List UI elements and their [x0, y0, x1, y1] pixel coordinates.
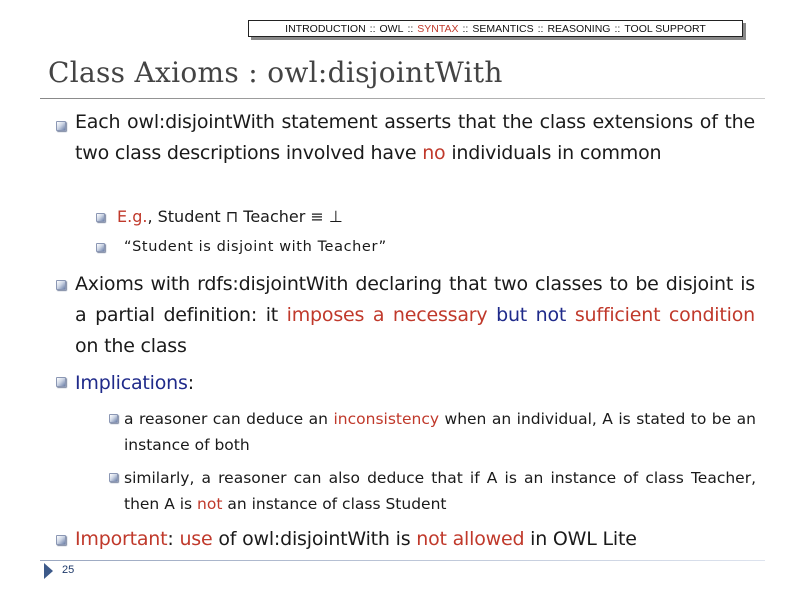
bullet-3-text: Implications:: [75, 372, 194, 394]
bullet-4-text: Important: use of owl:disjointWith is not allowed in OWL Lite: [75, 528, 637, 550]
implication-1-text: a reasoner can deduce an inconsistency when an individual, A is stated to be an instance of both: [124, 410, 756, 454]
implication-2-text: similarly, a reasoner can also deduce that if A is an instance of class Teacher, then A is not an instance of class Student: [124, 469, 756, 513]
bullet-1-text: Each owl:disjointWith statement asserts that the class extensions of the two class descriptions involved have no individuals in common: [75, 111, 755, 164]
footer-divider: [40, 560, 765, 561]
bullet-icon: [56, 535, 66, 545]
nav-item-semantics[interactable]: SEMANTICS: [472, 22, 534, 35]
bullet-2-text: Axioms with rdfs:disjointWith declaring that two classes to be disjoint is a partial definition: it imposes a necessary but not sufficient condition on the class: [75, 273, 755, 357]
slide-title: Class Axioms : owl:disjointWith: [48, 56, 503, 89]
bullet-icon: [96, 243, 105, 252]
next-slide-arrow-icon[interactable]: [44, 563, 53, 579]
nav-separator: ::: [537, 22, 544, 35]
title-divider: [40, 98, 765, 99]
bullet-icon: [56, 280, 66, 290]
nav-item-introduction[interactable]: INTRODUCTION: [285, 22, 366, 35]
example-label: E.g.: [117, 207, 148, 226]
page-number: 25: [62, 564, 75, 576]
nav-separator: ::: [369, 22, 376, 35]
nav-separator: ::: [462, 22, 469, 35]
bullet-icon: [56, 377, 66, 387]
bullet-icon: [56, 121, 66, 131]
nav-item-syntax[interactable]: SYNTAX: [417, 22, 459, 35]
example-expression: Student ⊓ Teacher ≡ ⊥: [157, 207, 343, 226]
nav-separator: ::: [407, 22, 414, 35]
nav-item-tool-support[interactable]: TOOL SUPPORT: [624, 22, 706, 35]
nav-item-owl[interactable]: OWL: [379, 22, 404, 35]
section-navbar: [248, 20, 743, 37]
bullet-icon: [109, 473, 118, 482]
bullet-icon: [96, 213, 105, 222]
example-line: E.g., Student ⊓ Teacher ≡ ⊥: [117, 207, 343, 226]
example-quote: “Student is disjoint with Teacher”: [124, 239, 387, 255]
bullet-icon: [109, 414, 118, 423]
nav-item-reasoning[interactable]: REASONING: [547, 22, 611, 35]
nav-separator: ::: [614, 22, 621, 35]
